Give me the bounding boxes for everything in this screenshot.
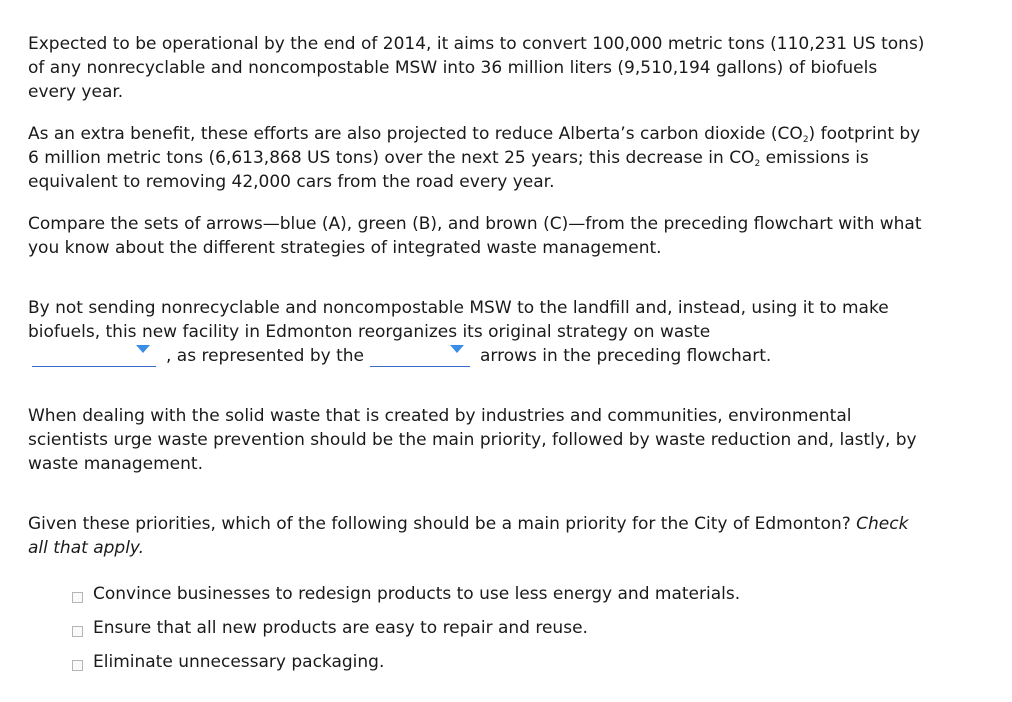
fill-in-text-2: , as represented by the (166, 346, 364, 366)
paragraph-fill-in (28, 296, 928, 368)
co2-text-2: ) footprint by 6 million metric tons (6,613,868 US tons) over the next 25 years; this decrease in CO (28, 124, 921, 168)
checkbox[interactable] (72, 660, 83, 671)
option-redesign-products[interactable] (72, 582, 740, 616)
co2-subscript-2: 2 (754, 159, 761, 169)
fill-in-text-3: arrows in the preceding flowchart. (480, 346, 772, 366)
arrows-dropdown[interactable] (370, 344, 470, 367)
co2-text-1: As an extra benefit, these efforts are also projected to reduce Alberta’s carbon dioxide (CO (28, 124, 803, 144)
strategy-dropdown[interactable] (32, 344, 156, 367)
paragraph-co2-benefit (28, 122, 928, 194)
checkbox[interactable] (72, 592, 83, 603)
co2-subscript-1: 2 (802, 135, 809, 145)
co2-text-3: emissions is equivalent to removing 42,000 cars from the road every year. (28, 148, 869, 192)
checkbox[interactable] (72, 626, 83, 637)
question-instruction: Check all that apply. (28, 514, 909, 558)
chevron-down-icon (450, 345, 464, 353)
option-eliminate-packaging[interactable] (72, 650, 740, 684)
chevron-down-icon (136, 345, 150, 353)
paragraph-operational: Expected to be operational by the end of 2014, it aims to convert 100,000 metric tons (110,231 US tons) of any nonrecyclable and noncompostable MSW into 36 million liters (9,510,194 gallons) of biofuels every year. (28, 34, 925, 102)
option-label: Convince businesses to redesign products to use less energy and materials. (93, 584, 741, 604)
paragraph-compare-arrows: Compare the sets of arrows—blue (A), green (B), and brown (C)—from the preceding flowchart with what you know about the different strategies of integrated waste management. (28, 214, 922, 258)
paragraph-question (28, 512, 928, 560)
question-text: Given these priorities, which of the following should be a main priority for the City of Edmonton? (28, 514, 851, 534)
options-list (72, 582, 740, 684)
option-label: Eliminate unnecessary packaging. (93, 652, 385, 672)
option-repair-reuse[interactable] (72, 616, 740, 650)
fill-in-text-1: By not sending nonrecyclable and noncompostable MSW to the landfill and, instead, using it to make biofuels, this new facility in Edmonton reorganizes its original strategy on waste (28, 298, 889, 342)
option-label: Ensure that all new products are easy to repair and reuse. (93, 618, 588, 638)
paragraph-priorities: When dealing with the solid waste that is created by industries and communities, environmental scientists urge waste prevention should be the main priority, followed by waste reduction and, lastly, by waste management. (28, 406, 917, 474)
